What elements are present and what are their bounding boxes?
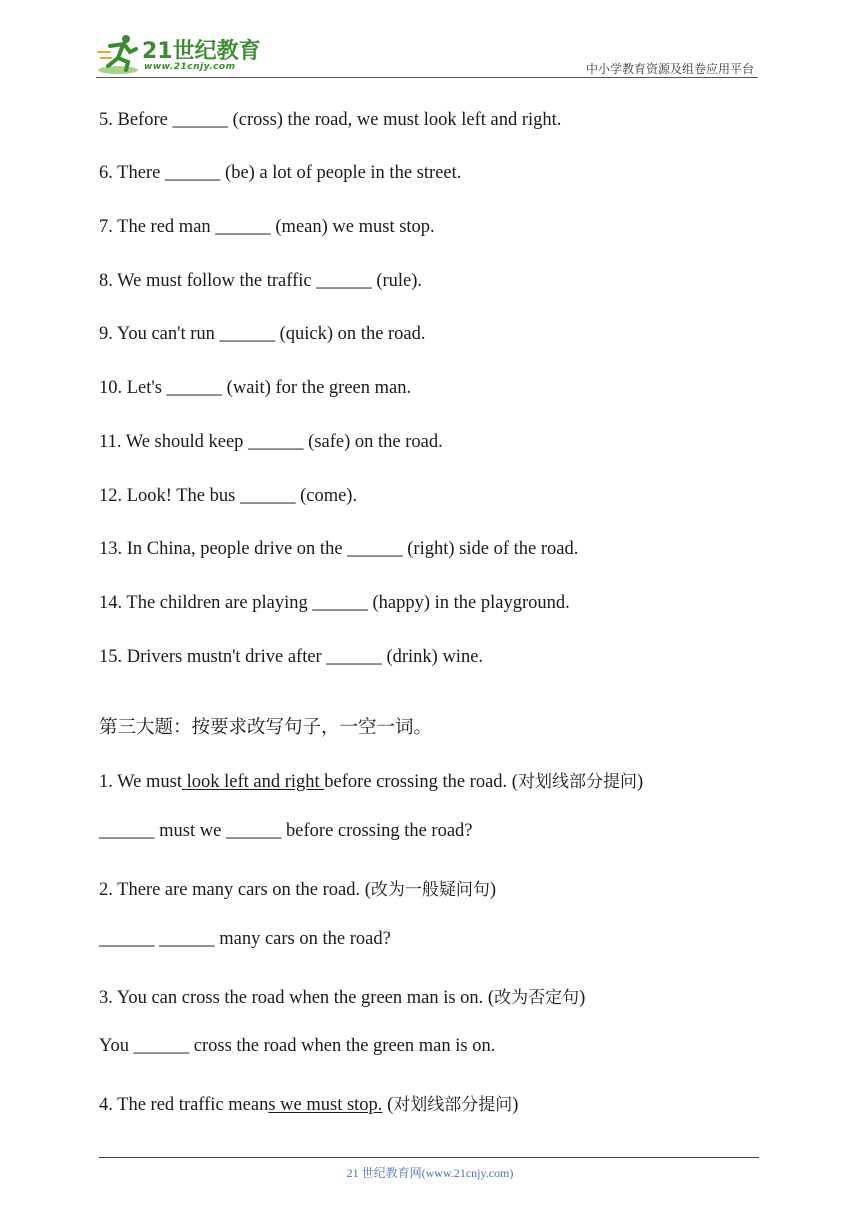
question-6: 6. There ______ (be) a lot of people in the street. (99, 163, 462, 183)
logo-title: 21世纪教育 (142, 39, 261, 64)
q4-before: 4. The red traffic mean (99, 1095, 269, 1115)
runner-logo-icon (96, 32, 144, 76)
header-divider (96, 77, 758, 78)
rewrite-question-4 (99, 1090, 518, 1116)
q4-after: ( (382, 1095, 394, 1115)
question-9: 9. You can't run ______ (quick) on the road. (99, 324, 426, 344)
question-12: 12. Look! The bus ______ (come). (99, 486, 358, 506)
rewrite-answer-1: ______ must we ______ before crossing the road? (99, 821, 473, 841)
q1-before: 1. We must (99, 772, 182, 792)
q4-instruction: 对划线部分提问 (393, 1095, 513, 1115)
footer-link[interactable]: 21 世纪教育网(www.21cnjy.com) (346, 1166, 514, 1180)
q1-underlined: look left and right (181, 772, 325, 792)
rewrite-answer-2: ______ ______ many cars on the road? (99, 929, 391, 949)
question-8: 8. We must follow the traffic ______ (rule). (99, 271, 423, 291)
rewrite-question-3 (99, 983, 585, 1009)
footer-divider (99, 1157, 759, 1158)
q1-after: before crossing the road. ( (324, 772, 518, 792)
site-logo[interactable] (96, 32, 266, 78)
q3-text: 3. You can cross the road when the green man is on. ( (99, 988, 495, 1008)
section-3-title: 第三大题：按要求改写句子，一空一词。 (99, 717, 433, 738)
question-7: 7. The red man ______ (mean) we must stop. (99, 217, 435, 237)
header-platform-text: 中小学教育资源及组卷应用平台 (585, 62, 754, 76)
rewrite-answer-3: You ______ cross the road when the green man is on. (99, 1036, 496, 1056)
q4-underlined: s we must stop. (268, 1095, 383, 1115)
q3-instruction: 改为否定句 (494, 988, 580, 1008)
q3-close: ) (579, 988, 586, 1008)
q1-instruction: 对划线部分提问 (517, 772, 637, 792)
question-13: 13. In China, people drive on the ______ (right) side of the road. (99, 539, 579, 559)
rewrite-question-2 (99, 875, 496, 901)
question-14: 14. The children are playing ______ (happy) in the playground. (99, 593, 570, 613)
question-5: 5. Before ______ (cross) the road, we must look left and right. (99, 110, 562, 130)
q4-close: ) (512, 1095, 519, 1115)
question-10: 10. Let's ______ (wait) for the green man. (99, 378, 412, 398)
q2-close: ) (489, 880, 497, 900)
q2-text: 2. There are many cars on the road. ( (99, 880, 371, 900)
logo-url: www.21cnjy.com (144, 62, 236, 72)
q1-close: ) (636, 772, 644, 792)
rewrite-question-1 (99, 767, 643, 793)
q2-instruction: 改为一般疑问句 (370, 880, 490, 900)
question-15: 15. Drivers mustn't drive after ______ (drink) wine. (99, 647, 484, 667)
page-header (0, 0, 860, 80)
question-11: 11. We should keep ______ (safe) on the road. (99, 432, 443, 452)
